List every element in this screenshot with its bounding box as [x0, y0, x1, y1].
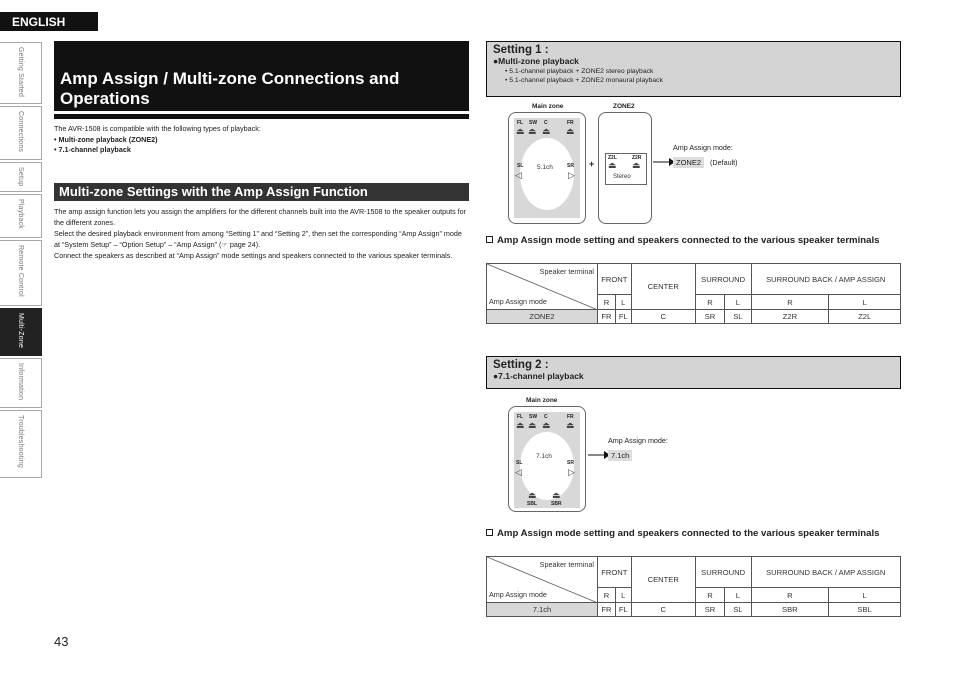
table-row — [487, 310, 901, 324]
speaker-icon: ⏏ — [566, 420, 575, 430]
table-cell: FR — [598, 603, 616, 617]
setting1-table-heading: Amp Assign mode setting and speakers connected to the various speaker terminals — [486, 234, 901, 247]
speaker-z2l-label: Z2L — [608, 155, 617, 161]
zone2-room — [598, 112, 652, 224]
speaker-icon: ▷ — [568, 170, 575, 180]
speaker-icon: ▷ — [568, 467, 575, 477]
setting1-table — [486, 263, 901, 324]
speaker-z2r-label: Z2R — [632, 155, 642, 161]
amp-assign-mode-label: Amp Assign mode — [489, 297, 547, 306]
setting1-bullet: • 5.1-channel playback + ZONE2 stereo playback — [505, 68, 654, 75]
language-tab: ENGLISH — [0, 12, 98, 31]
table-cell: SL — [725, 310, 751, 324]
header-front: FRONT — [598, 264, 632, 295]
speaker-fr-label: FR — [567, 414, 574, 420]
setting1-diagram — [508, 102, 888, 227]
speaker-icon: ⏏ — [528, 490, 537, 500]
header-surround: SURROUND — [695, 264, 751, 295]
table-cell: SBL — [829, 603, 901, 617]
speaker-icon: ⏏ — [516, 420, 525, 430]
sub-header: R — [598, 295, 616, 310]
main-zone-label: Main zone — [532, 103, 564, 110]
setting2-diagram — [508, 396, 888, 514]
table-cell: FL — [615, 603, 631, 617]
tab-connections[interactable]: Connections — [0, 106, 42, 160]
section-heading: Multi-zone Settings with the Amp Assign Function — [54, 183, 469, 201]
speaker-icon: ◁ — [515, 467, 522, 477]
mode-cell: 7.1ch — [487, 603, 598, 617]
checkbox-icon — [486, 236, 493, 243]
sub-header: L — [829, 295, 901, 310]
speaker-sw-label: SW — [529, 120, 538, 126]
sub-header: L — [725, 588, 751, 603]
speaker-fl-label: FL — [517, 414, 524, 420]
sub-header: L — [615, 295, 631, 310]
table-cell: Z2L — [829, 310, 901, 324]
setting1-title: Setting 1 : — [493, 44, 549, 56]
speaker-sbr-label: SBR — [551, 501, 562, 507]
sub-header: L — [725, 295, 751, 310]
header-surround-back: SURROUND BACK / AMP ASSIGN — [751, 557, 901, 588]
header-surround: SURROUND — [695, 557, 751, 588]
header-front: FRONT — [598, 557, 632, 588]
speaker-icon: ⏏ — [528, 126, 537, 136]
page-title: Amp Assign / Multi-zone Connections and Operations — [54, 41, 469, 111]
page-number: 43 — [54, 634, 69, 649]
speaker-sr-label: SR — [567, 163, 574, 169]
setting2-table — [486, 556, 901, 617]
amp-mode-value: 7.1ch — [608, 450, 632, 461]
header-surround-back: SURROUND BACK / AMP ASSIGN — [751, 264, 901, 295]
stereo-label: Stereo — [613, 174, 631, 180]
table-cell: C — [631, 603, 695, 617]
table-cell: C — [631, 310, 695, 324]
title-underline — [54, 114, 469, 119]
table-corner-cell — [487, 264, 598, 310]
speaker-icon: ◁ — [515, 170, 522, 180]
speaker-sr-label: SR — [567, 460, 574, 466]
setting1-box — [486, 41, 901, 97]
default-label: (Default) — [710, 158, 738, 167]
setting2-table-heading: Amp Assign mode setting and speakers connected to the various speaker terminals — [486, 527, 901, 540]
amp-mode-label: Amp Assign mode: — [608, 436, 668, 445]
setting1-subtitle: ●Multi-zone playback — [493, 56, 579, 66]
sub-header: R — [695, 588, 724, 603]
speaker-sbl-label: SBL — [527, 501, 537, 507]
channel-label: 5.1ch — [537, 164, 553, 171]
sub-header: L — [615, 588, 631, 603]
speaker-sl-label: SL — [516, 460, 523, 466]
channel-label: 7.1ch — [536, 453, 552, 460]
speaker-fl-label: FL — [517, 120, 524, 126]
speaker-icon: ⏏ — [566, 126, 575, 136]
body-text: The amp assign function lets you assign the amplifiers for the different channels built into the AVR-1508 to the speaker outputs for the different zones. Select the desired playback environment from among “Setting 1” and “Setting 2”, then set the corresponding “Amp Assign” mode at “System Setup” – “Option Setup” – “Amp Assign” (☞ page 24). Connect the speakers as described at “Amp Assign” mode settings and speakers connected to the various speaker terminals. — [54, 207, 467, 260]
speaker-icon: ⏏ — [542, 126, 551, 136]
table-corner-cell — [487, 557, 598, 603]
tab-setup[interactable]: Setup — [0, 162, 42, 192]
table-cell: FR — [598, 310, 616, 324]
amp-mode-label: Amp Assign mode: — [673, 143, 733, 152]
table-cell: SBR — [751, 603, 829, 617]
arrow-icon — [653, 157, 675, 167]
table-cell: FL — [615, 310, 631, 324]
speaker-terminal-label: Speaker terminal — [539, 267, 594, 276]
sub-header: R — [695, 295, 724, 310]
amp-mode-value: ZONE2 — [673, 157, 704, 168]
zone2-label: ZONE2 — [613, 103, 635, 110]
main-zone-label: Main zone — [526, 397, 558, 404]
intro-bullet: • Multi-zone playback (ZONE2) — [54, 134, 158, 144]
table-cell: SL — [725, 603, 751, 617]
tab-playback[interactable]: Playback — [0, 194, 42, 238]
header-center: CENTER — [631, 557, 695, 603]
main-zone-room — [508, 406, 586, 512]
tab-multi-zone[interactable]: Multi-Zone — [0, 308, 42, 356]
sub-header: R — [598, 588, 616, 603]
mode-cell: ZONE2 — [487, 310, 598, 324]
intro-bullet: • 7.1-channel playback — [54, 145, 131, 154]
checkbox-icon — [486, 529, 493, 536]
tab-remote-control[interactable]: Remote Control — [0, 240, 42, 306]
speaker-icon: ⏏ — [516, 126, 525, 136]
tab-information[interactable]: Information — [0, 358, 42, 408]
setting2-box — [486, 356, 901, 389]
section-tabs — [0, 42, 42, 480]
speaker-c-label: C — [544, 120, 548, 126]
speaker-terminal-label: Speaker terminal — [539, 560, 594, 569]
intro-text: The AVR-1508 is compatible with the following types of playback: • Multi-zone playback (ZONE2) • 7.1-channel playback — [54, 124, 469, 156]
tab-getting-started[interactable]: Getting Started — [0, 42, 42, 104]
arrow-icon — [588, 450, 610, 460]
speaker-icon: ⏏ — [608, 160, 617, 170]
amp-assign-mode-label: Amp Assign mode — [489, 590, 547, 599]
sub-header: R — [751, 295, 829, 310]
speaker-icon: ⏏ — [542, 420, 551, 430]
header-center: CENTER — [631, 264, 695, 310]
table-cell: SR — [695, 603, 724, 617]
speaker-fr-label: FR — [567, 120, 574, 126]
plus-sign: + — [589, 159, 595, 169]
sub-header: L — [829, 588, 901, 603]
speaker-icon: ⏏ — [552, 490, 561, 500]
setting1-bullet: • 5.1-channel playback + ZONE2 monaural playback — [505, 77, 663, 84]
speaker-sl-label: SL — [517, 163, 524, 169]
table-cell: Z2R — [751, 310, 829, 324]
sub-header: R — [751, 588, 829, 603]
main-zone-room — [508, 112, 586, 224]
tab-troubleshooting[interactable]: Troubleshooting — [0, 410, 42, 478]
speaker-sw-label: SW — [529, 414, 538, 420]
speaker-icon: ⏏ — [632, 160, 641, 170]
speaker-icon: ⏏ — [528, 420, 537, 430]
setting2-title: Setting 2 : — [493, 359, 549, 371]
table-row — [487, 603, 901, 617]
table-cell: SR — [695, 310, 724, 324]
speaker-c-label: C — [544, 414, 548, 420]
setting2-subtitle: ●7.1-channel playback — [493, 371, 584, 381]
